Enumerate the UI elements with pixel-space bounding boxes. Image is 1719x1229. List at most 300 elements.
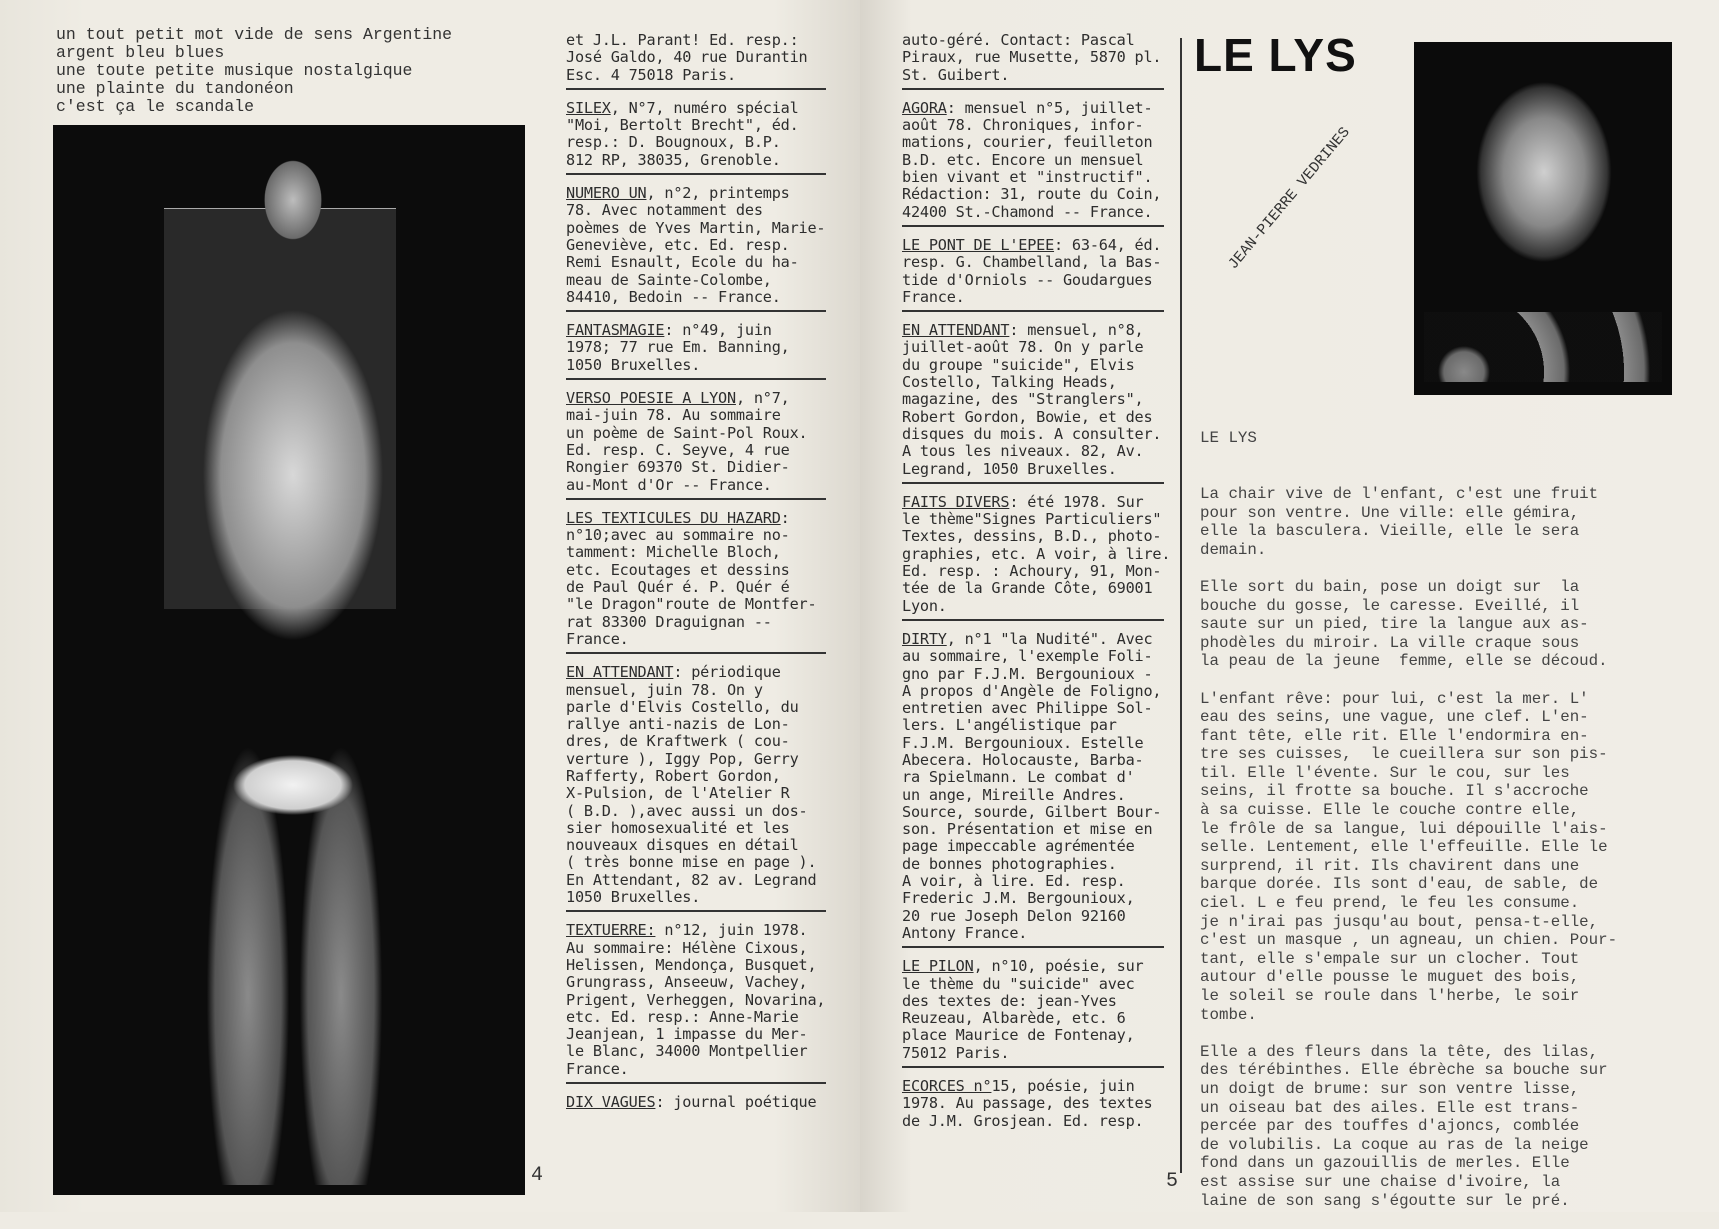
review-line	[566, 889, 826, 906]
review-text: de bonnes photographies.	[902, 854, 1117, 873]
review-text: 15, poésie, juin	[991, 1077, 1135, 1096]
review-text: Esc. 4 75018 Paris.	[566, 65, 736, 84]
review-line	[902, 735, 1164, 752]
review-line	[566, 768, 826, 785]
review-line	[566, 579, 826, 596]
review-line	[902, 598, 1164, 615]
review-line	[902, 289, 1164, 306]
story-line: tombe.	[1200, 1005, 1257, 1024]
story-illustration	[1414, 42, 1672, 395]
review-entry	[902, 322, 1164, 484]
review-text: n°12, juin 1978.	[655, 921, 808, 940]
review-line	[566, 289, 826, 306]
poem-line: un tout petit mot vide de sens Argentine	[56, 25, 453, 44]
review-title: DIRTY	[902, 629, 947, 648]
story-line: demain.	[1200, 540, 1267, 559]
review-text: le thème"Signes Particuliers"	[902, 510, 1162, 529]
review-text: disques du mois. A consulter.	[902, 424, 1162, 443]
story-line: phodèles du miroir. La ville craque sous	[1200, 633, 1580, 652]
review-title: SILEX	[566, 98, 611, 117]
review-title: LE PILON	[902, 957, 974, 976]
review-text: sier homosexualité et les	[566, 818, 790, 837]
review-text: entretien avec Philippe Sol-	[902, 699, 1153, 718]
poem-line: c'est ça le scandale	[56, 97, 255, 116]
review-text: 78. Avec notamment des	[566, 201, 763, 220]
review-line	[566, 185, 826, 202]
review-entry	[566, 185, 826, 312]
story-line: Elle a des fleurs dans la tête, des lilas,	[1200, 1042, 1599, 1061]
review-text: , n°2, printemps	[646, 184, 790, 203]
review-text: Rafferty, Robert Gordon,	[566, 766, 781, 785]
story-line: pour son ventre. Une ville: elle gémira,	[1200, 503, 1580, 522]
review-title: FAITS DIVERS	[902, 492, 1010, 511]
review-text: etc. Ecoutages et dessins	[566, 560, 790, 579]
review-line	[902, 204, 1164, 221]
review-line	[902, 873, 1164, 890]
poem	[56, 26, 452, 116]
story-line: seins, il frotte sa bouche. Il s'accroche	[1200, 782, 1589, 801]
story-line: à sa cuisse. Elle le couche contre elle,	[1200, 801, 1580, 820]
review-text: 1978; 77 rue Em. Banning,	[566, 338, 790, 357]
story-line: un oiseau bat des ailes. Elle est trans-	[1200, 1098, 1580, 1117]
story-line: surprend, il rit. Ils chavirent dans une	[1200, 856, 1580, 875]
review-line	[566, 699, 826, 716]
review-text: 84410, Bedoin -- France.	[566, 287, 781, 306]
review-line	[902, 322, 1164, 339]
review-text: et J.L. Parant! Ed. resp.:	[566, 31, 799, 49]
review-title: TEXTUERRE:	[566, 921, 656, 940]
review-line	[902, 339, 1164, 356]
review-line	[902, 1027, 1164, 1044]
review-line	[902, 254, 1164, 271]
review-line	[566, 459, 826, 476]
review-line	[566, 407, 826, 424]
review-entry	[566, 32, 826, 90]
story-line: bouche du gosse, le caresse. Eveillé, il	[1200, 596, 1580, 615]
review-text: ( B.D. ),avec aussi un dos-	[566, 801, 808, 820]
review-line	[902, 511, 1164, 528]
review-text: Reuzeau, Albarède, etc. 6	[902, 1009, 1126, 1028]
review-line	[902, 374, 1164, 391]
review-text: Costello, Talking Heads,	[902, 373, 1117, 392]
review-text: France.	[566, 629, 629, 648]
review-line	[566, 1061, 826, 1078]
review-title: EN ATTENDANT	[566, 663, 674, 682]
review-line	[902, 391, 1164, 408]
review-line	[902, 67, 1164, 84]
review-text: 1050 Bruxelles.	[566, 355, 701, 374]
review-line	[902, 1078, 1164, 1095]
story-paragraph	[1200, 485, 1700, 559]
review-title: VERSO POESIE A LYON	[566, 389, 736, 408]
review-text: , n°1 "la Nudité". Avec	[946, 629, 1153, 648]
review-text: Frederic J.M. Bergounioux,	[902, 889, 1135, 908]
review-text: 75012 Paris.	[902, 1043, 1010, 1062]
review-text: : journal poétique	[655, 1093, 817, 1112]
story-line: le frôle de sa langue, lui dépouille l'ais-	[1200, 819, 1608, 838]
review-text: poèmes de Yves Martin, Marie-	[566, 218, 826, 237]
review-line	[566, 664, 826, 681]
review-entry	[566, 510, 826, 654]
review-line	[566, 220, 826, 237]
story-line: des térébinthes. Elle ébrèche sa bouche sur	[1200, 1061, 1608, 1080]
review-line	[566, 477, 826, 494]
review-line	[566, 1009, 826, 1026]
review-text: de Paul Quér é. P. Quér é	[566, 578, 790, 597]
review-text: rallye anti-nazis de Lon-	[566, 715, 790, 734]
review-line	[566, 339, 826, 356]
review-text: Robert Gordon, Bowie, et des	[902, 407, 1153, 426]
review-text: au sommaire, l'exemple Foli-	[902, 647, 1153, 666]
review-text: le thème du "suicide" avec	[902, 974, 1135, 993]
review-text: , n°7,	[735, 389, 790, 408]
review-line	[566, 425, 826, 442]
story-line: elle la basculera. Vieille, elle le sera	[1200, 522, 1580, 541]
review-text: France.	[902, 287, 965, 306]
review-line	[902, 821, 1164, 838]
review-text: , N°7, numéro spécial	[610, 98, 799, 117]
review-text: parle d'Elvis Costello, du	[566, 697, 799, 716]
review-text: du groupe "suicide", Elvis	[902, 355, 1135, 374]
review-text: magazine, des "Stranglers",	[902, 390, 1144, 409]
review-text: page impeccable agrémentée	[902, 837, 1135, 856]
review-line	[902, 426, 1164, 443]
review-line	[902, 976, 1164, 993]
page-number-left: 4	[531, 1164, 544, 1187]
review-entry	[902, 237, 1164, 312]
review-line	[902, 494, 1164, 511]
column-divider	[1180, 38, 1182, 1173]
story-line: La chair vive de l'enfant, c'est une fruit	[1200, 484, 1599, 503]
story-line: le soleil se roule dans l'herbe, le soir	[1200, 987, 1580, 1005]
review-entry	[566, 390, 826, 500]
review-text: Ed. resp. : Achoury, 91, Mon-	[902, 562, 1162, 581]
review-line	[566, 957, 826, 974]
review-line	[566, 1026, 826, 1043]
review-text: tée de la Grande Côte, 69001	[902, 579, 1153, 598]
review-line	[566, 733, 826, 750]
poem-line: une plainte du tandonéon	[56, 79, 294, 98]
review-text: graphies, etc. A voir, à lire.	[902, 544, 1171, 563]
review-text: Au sommaire: Hélène Cixous,	[566, 938, 808, 957]
review-text: Piraux, rue Musette, 5870 pl.	[902, 48, 1162, 67]
review-text: : périodique	[673, 663, 781, 682]
review-text: un poème de Saint-Pol Roux.	[566, 423, 808, 442]
review-line	[902, 700, 1164, 717]
review-line	[902, 169, 1164, 186]
review-text: des textes de: jean-Yves	[902, 991, 1117, 1010]
story-line: eau des seins, une vague, une clef. L'en-	[1200, 708, 1589, 727]
reviews-column-left	[566, 32, 826, 1125]
review-entry	[566, 100, 826, 175]
story-line: percée par des touffes d'ajoncs, comblée	[1200, 1117, 1580, 1136]
review-text: ra Spielmann. Le combat d'	[902, 768, 1135, 787]
review-text: meau de Sainte-Colombe,	[566, 270, 772, 289]
review-text: Lyon.	[902, 596, 947, 615]
review-text: A tous les niveaux. 82, Av.	[902, 442, 1144, 461]
review-line	[902, 804, 1164, 821]
review-line	[566, 510, 826, 527]
review-line	[566, 544, 826, 561]
review-line	[902, 1010, 1164, 1027]
review-line	[566, 837, 826, 854]
review-line	[566, 390, 826, 407]
story-line: fant tête, elle rit. Elle l'endormira en-	[1200, 726, 1589, 745]
review-title: LES TEXTICULES DU HAZARD	[566, 508, 781, 527]
review-text: rat 83300 Draguignan --	[566, 612, 772, 631]
story-title: LE LYS	[1194, 29, 1357, 81]
review-line	[902, 563, 1164, 580]
review-text: José Galdo, 40 rue Durantin	[566, 48, 808, 67]
review-text: Source, sourde, Gilbert Bour-	[902, 802, 1162, 821]
reviews-column-right	[902, 31, 1171, 1144]
review-text: auto-géré. Contact: Pascal	[902, 31, 1135, 49]
review-text: nouveaux disques en détail	[566, 836, 799, 855]
story-line: tre ses cuisses, le cueillera sur son pis-	[1200, 745, 1608, 764]
review-line	[902, 631, 1164, 648]
review-line	[902, 528, 1164, 545]
review-line	[902, 237, 1164, 254]
review-text: : été 1978. Sur	[1009, 492, 1144, 511]
story-line: ciel. L e feu prend, le feu les consume.	[1200, 894, 1580, 913]
review-line	[902, 152, 1164, 169]
review-line	[902, 752, 1164, 769]
review-entry	[902, 100, 1164, 227]
review-line	[566, 922, 826, 939]
poem-line: argent bleu blues	[56, 43, 225, 62]
review-text: : 63-64, éd.	[1054, 235, 1162, 254]
review-text: un ange, Mireille Andres.	[902, 785, 1126, 804]
review-line	[902, 787, 1164, 804]
review-entry	[902, 32, 1164, 90]
review-line	[566, 237, 826, 254]
review-text: Helissen, Mendonça, Busquet,	[566, 955, 817, 974]
review-line	[902, 461, 1164, 478]
review-text: A voir, à lire. Ed. resp.	[902, 872, 1126, 891]
review-text: Grungrass, Anseeuw, Vachey,	[566, 973, 808, 992]
review-text: de J.M. Grosjean. Ed. resp.	[902, 1111, 1144, 1130]
review-text: juillet-août 78. On y parle	[902, 338, 1144, 357]
story-line: til. Elle l'évente. Sur le cou, sur les	[1200, 763, 1570, 782]
review-line	[566, 100, 826, 117]
page-number-right: 5	[1166, 1170, 1179, 1193]
review-line	[902, 443, 1164, 460]
review-line	[902, 49, 1164, 66]
review-text: , n°10, poésie, sur	[973, 957, 1144, 976]
review-line	[566, 820, 826, 837]
review-text: etc. Ed. resp.: Anne-Marie	[566, 1007, 799, 1026]
story-author: JEAN-PIERRE VEDRINES	[1225, 124, 1354, 273]
illustration-figure	[1444, 62, 1644, 312]
review-text: 812 RP, 38035, Grenoble.	[566, 150, 781, 169]
review-text: Geneviève, etc. Ed. resp.	[566, 235, 790, 254]
review-line	[566, 117, 826, 134]
story-line: la peau de la jeune femme, elle se découd.	[1200, 652, 1608, 671]
story-line: tant, elle s'empale sur un clocher. Tout	[1200, 949, 1580, 968]
review-text: Remi Esnault, Ecole du ha-	[566, 253, 799, 272]
review-line	[902, 1113, 1164, 1130]
review-line	[566, 32, 826, 49]
review-line	[566, 940, 826, 957]
story-line: saute sur un pied, tire la langue aux as-	[1200, 615, 1589, 634]
review-line	[902, 925, 1164, 942]
review-text: au-Mont d'Or -- France.	[566, 475, 772, 494]
story-paragraph	[1200, 1043, 1700, 1210]
review-line	[902, 717, 1164, 734]
review-line	[566, 716, 826, 733]
poem-line: une toute petite musique nostalgique	[56, 61, 413, 80]
review-title: DIX VAGUES	[566, 1093, 656, 1112]
review-line	[566, 202, 826, 219]
review-entry	[566, 322, 826, 380]
story-line: barque dorée. Ils sont d'eau, de sable, de	[1200, 875, 1599, 894]
review-entry	[902, 631, 1164, 948]
review-text: Jeanjean, 1 impasse du Mer-	[566, 1025, 808, 1044]
review-title: EN ATTENDANT	[902, 321, 1010, 340]
review-line	[566, 357, 826, 374]
review-text: mensuel, juin 78. On y	[566, 680, 763, 699]
review-line	[902, 993, 1164, 1010]
story-subtitle: LE LYS	[1200, 429, 1257, 448]
review-line	[902, 666, 1164, 683]
review-line	[902, 186, 1164, 203]
review-entry	[902, 958, 1164, 1068]
review-line	[902, 1095, 1164, 1112]
review-text: St. Guibert.	[902, 65, 1010, 84]
review-line	[902, 856, 1164, 873]
review-text: resp.: D. Bougnoux, B.P.	[566, 133, 781, 152]
review-entry	[566, 922, 826, 1084]
story-line: fond dans un gazouillis de merles. Elle	[1200, 1154, 1570, 1173]
review-text: dres, de Kraftwerk ( cou-	[566, 732, 790, 751]
review-line	[566, 527, 826, 544]
story-paragraph	[1200, 690, 1700, 1025]
review-line	[566, 134, 826, 151]
review-line	[902, 272, 1164, 289]
review-line	[902, 908, 1164, 925]
review-line	[902, 838, 1164, 855]
review-text: place Maurice de Fontenay,	[902, 1026, 1135, 1045]
review-line	[566, 562, 826, 579]
review-line	[566, 1094, 826, 1111]
review-text: En Attendant, 82 av. Legrand	[566, 870, 817, 889]
review-title: AGORA	[902, 98, 947, 117]
review-text: : n°49, juin	[664, 321, 772, 340]
review-title: ECORCES n°	[902, 1077, 992, 1096]
review-text: X-Pulsion, de l'Atelier R	[566, 784, 790, 803]
review-text: gno par F.J.M. Bergounioux -	[902, 664, 1153, 683]
review-line	[566, 596, 826, 613]
review-text: mations, courier, feuilleton	[902, 133, 1153, 152]
review-text: 42400 St.-Chamond -- France.	[902, 202, 1153, 221]
review-title: NUMERO UN	[566, 184, 647, 203]
review-line	[902, 648, 1164, 665]
story-line: selle. Lentement, elle l'effeuille. Elle le	[1200, 838, 1608, 857]
story-paragraph	[1200, 578, 1700, 671]
review-line	[902, 769, 1164, 786]
story-body	[1200, 392, 1700, 1229]
review-text: A propos d'Angèle de Foligno,	[902, 681, 1162, 700]
review-line	[566, 442, 826, 459]
review-line	[902, 890, 1164, 907]
review-entry	[902, 1078, 1164, 1134]
story-line: c'est un masque , un agneau, un chien. Pour-	[1200, 931, 1618, 950]
review-line	[566, 67, 826, 84]
review-text: 20 rue Joseph Delon 92160	[902, 906, 1126, 925]
review-entry	[566, 664, 826, 912]
review-entry	[566, 1094, 826, 1115]
review-line	[566, 785, 826, 802]
tattooed-man-photo	[53, 125, 525, 1195]
review-line	[566, 322, 826, 339]
review-line	[566, 682, 826, 699]
review-text: Abecera. Holocauste, Barba-	[902, 750, 1144, 769]
review-line	[902, 544, 1171, 563]
review-line	[902, 409, 1164, 426]
review-text: ( très bonne mise en page ).	[566, 853, 817, 872]
review-title: LE PONT DE L'EPEE	[902, 235, 1055, 254]
review-text: Ed. resp. C. Seyve, 4 rue	[566, 440, 790, 459]
review-line	[566, 803, 826, 820]
review-text: son. Présentation et mise en	[902, 820, 1153, 839]
review-line	[566, 974, 826, 991]
story-line: je n'irai pas jusqu'au bout, pensa-t-elle,	[1200, 912, 1599, 931]
review-text: mai-juin 78. Au sommaire	[566, 406, 781, 425]
review-line	[902, 958, 1164, 975]
review-text: resp. G. Chambelland, la Bas-	[902, 253, 1162, 272]
review-text: verture ), Iggy Pop, Gerry	[566, 749, 799, 768]
review-text: 1050 Bruxelles.	[566, 888, 701, 907]
review-text: F.J.M. Bergounioux. Estelle	[902, 733, 1144, 752]
review-line	[902, 117, 1164, 134]
review-line	[566, 272, 826, 289]
review-line	[566, 614, 826, 631]
review-text: Textes, dessins, B.D., photo-	[902, 527, 1162, 546]
story-line: autour d'elle pousse le muguet des bois,	[1200, 968, 1580, 987]
review-line	[566, 872, 826, 889]
review-text: Rongier 69370 St. Didier-	[566, 458, 790, 477]
review-text: Antony France.	[902, 923, 1028, 942]
review-line	[566, 631, 826, 648]
review-line	[566, 152, 826, 169]
review-line	[902, 683, 1164, 700]
story-line: Elle sort du bain, pose un doigt sur la	[1200, 577, 1580, 596]
review-text: août 78. Chroniques, infor-	[902, 116, 1144, 135]
review-line	[566, 992, 826, 1009]
review-line	[902, 357, 1164, 374]
review-line	[902, 1045, 1164, 1062]
review-text: :	[780, 508, 790, 527]
review-line	[902, 580, 1164, 597]
review-text: tide d'Orniols -- Goudargues	[902, 270, 1153, 289]
review-text: France.	[566, 1059, 629, 1078]
review-text: 1978. Au passage, des textes	[902, 1094, 1153, 1113]
review-line	[902, 100, 1164, 117]
review-line	[566, 854, 826, 871]
review-text: tamment: Michelle Bloch,	[566, 543, 781, 562]
review-line	[566, 751, 826, 768]
tattooed-figure	[163, 145, 423, 1185]
review-text: "Moi, Bertolt Brecht", éd.	[566, 116, 799, 135]
review-text: B.D. etc. Encore un mensuel	[902, 150, 1144, 169]
review-text: le Blanc, 34000 Montpellier	[566, 1042, 808, 1061]
story-line: de volubilis. La coque au ras de la neige	[1200, 1135, 1589, 1154]
review-text: Legrand, 1050 Bruxelles.	[902, 459, 1117, 478]
review-text: lers. L'angélistique par	[902, 716, 1117, 735]
review-line	[566, 49, 826, 66]
review-line	[902, 134, 1164, 151]
review-line	[902, 32, 1164, 49]
